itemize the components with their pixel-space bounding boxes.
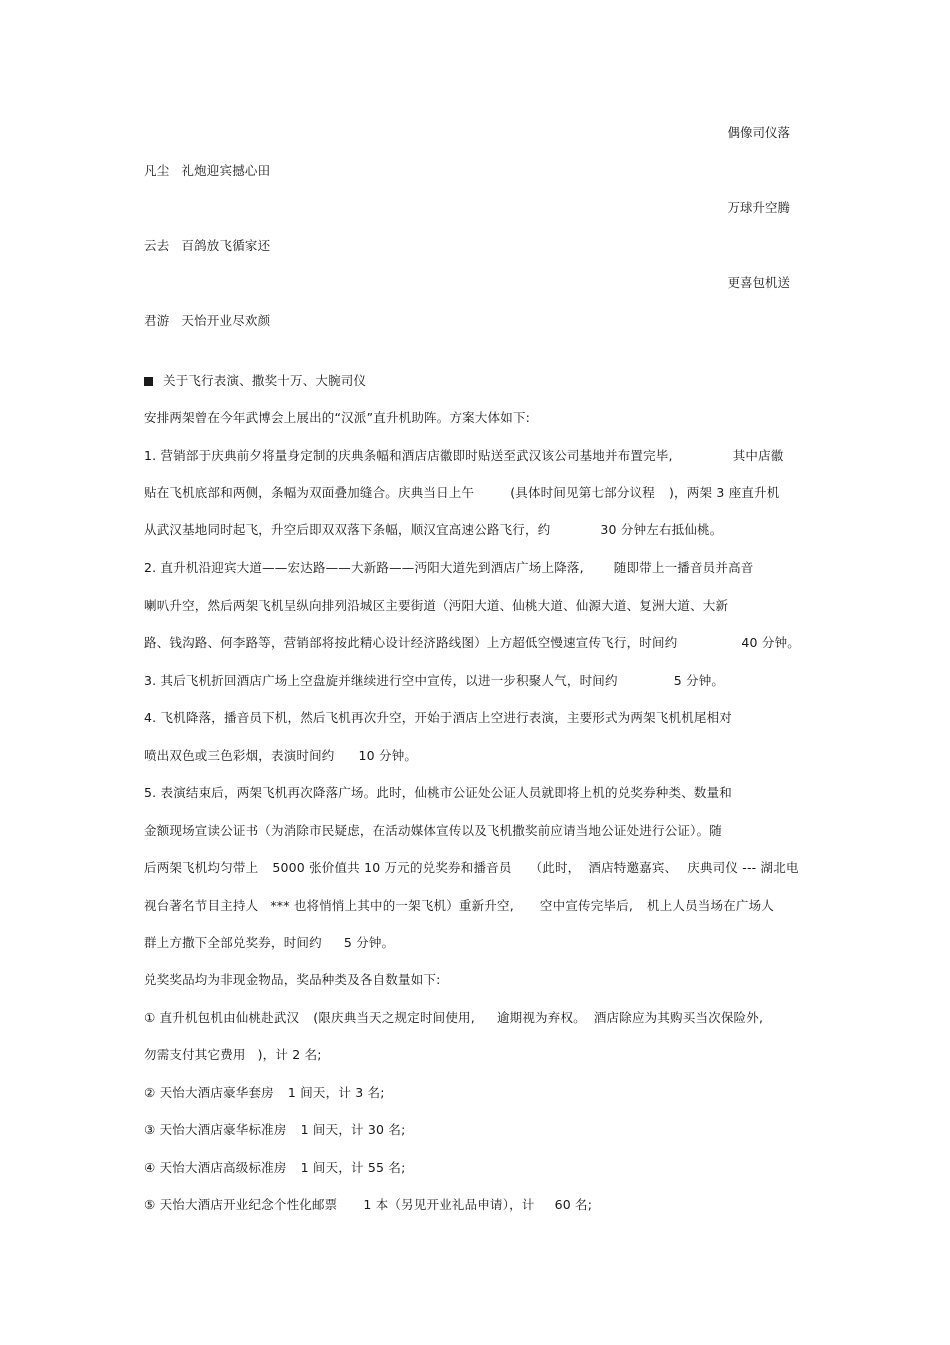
- text-run: 路、钱沟路、何李路等，营销部将按此精心设计经济路线图）上方超低空慢速宣传飞行，时间约: [144, 635, 678, 650]
- poem-line-3: 万球升空腾: [727, 200, 790, 215]
- poem-line-4: [144, 238, 270, 254]
- section-heading: [144, 373, 366, 389]
- section-intro: 安排两架曾在今年武博会上展出的“汉派”直升机助阵。方案大体如下:: [144, 410, 531, 425]
- prize-3: [144, 1122, 405, 1138]
- text-run: 40 分钟。: [741, 635, 800, 650]
- poem-line-6: [144, 313, 270, 329]
- heading-text: 关于飞行表演、撒奖十万、大腕司仪: [163, 373, 367, 388]
- prize-1-line-1: [144, 1010, 763, 1026]
- item-1-line-2: [144, 485, 779, 501]
- text-run: 3. 其后飞机折回酒店广场上空盘旋并继续进行空中宣传，以进一步积聚人气，时间约: [144, 673, 618, 688]
- text-run: ① 直升机包机由仙桃赴武汉: [144, 1010, 300, 1025]
- prizes-intro: 兑奖奖品均为非现金物品，奖品种类及各自数量如下:: [144, 972, 441, 987]
- text-run: 酒店除应为其购买当次保险外,: [593, 1010, 764, 1025]
- item-1-line-1: [144, 448, 784, 464]
- bullet-square-icon: [144, 377, 153, 386]
- poem-line-2: [144, 163, 270, 179]
- item-5-line-3: [144, 860, 799, 876]
- text-run: (限庆典当天之规定时间使用,: [313, 1010, 475, 1025]
- text-run: 视台著名节目主持人: [144, 898, 259, 913]
- item-1-line-3: [144, 522, 723, 538]
- text-run: 机上人员当场在广场人: [647, 898, 775, 913]
- text-run: )，计 2 名;: [257, 1047, 322, 1062]
- text-run: 60 名;: [554, 1197, 593, 1212]
- item-4-line-1: 4. 飞机降落，播音员下机，然后飞机再次升空，开始于酒店上空进行表演，主要形式为两架飞机机尾相对: [144, 710, 733, 725]
- item-2-line-2: 喇叭升空，然后两架飞机呈纵向排列沿城区主要街道（沔阳大道、仙桃大道、仙源大道、复洲大道、大新: [144, 598, 729, 613]
- poem-line-5: 更喜包机送: [727, 275, 790, 290]
- poem-word: 君游: [144, 313, 170, 328]
- poem-phrase: 百鸽放飞循家还: [181, 238, 271, 253]
- text-run: 酒店特邀嘉宾、: [588, 860, 678, 875]
- text-run: 30 分钟左右抵仙桃。: [600, 522, 723, 537]
- text-run: 1 本（另见开业礼品申请），计: [363, 1197, 535, 1212]
- prize-4: [144, 1160, 405, 1176]
- text-run: 1 间天，计 30 名;: [300, 1122, 406, 1137]
- text-run: 2. 直升机沿迎宾大道——宏达路——大新路——沔阳大道先到酒店广场上降落,: [144, 560, 584, 575]
- text-run: 逾期视为弃权。: [496, 1010, 586, 1025]
- item-5-line-2: 金额现场宣读公证书（为消除市民疑虑，在活动媒体宣传以及飞机撒奖前应请当地公证处进行公证）。随: [144, 823, 722, 838]
- prize-2: [144, 1085, 385, 1101]
- text-run: 喷出双色或三色彩烟，表演时间约: [144, 748, 335, 763]
- poem-phrase: 天怡开业尽欢颜: [181, 313, 271, 328]
- item-2-line-1: [144, 560, 753, 576]
- text-run: 从武汉基地同时起飞，升空后即双双落下条幅，顺汉宜高速公路飞行，约: [144, 522, 551, 537]
- item-2-line-3: [144, 635, 800, 651]
- text-run: 10 分钟。: [358, 748, 418, 763]
- text-run: 随即带上一播音员并高音: [613, 560, 754, 575]
- text-run: ② 天怡大酒店豪华套房: [144, 1085, 274, 1100]
- text-run: ④ 天怡大酒店高级标准房: [144, 1160, 287, 1175]
- text-run: 5000 张价值共 10 万元的兑奖券和播音员: [272, 860, 512, 875]
- item-5-line-5: [144, 935, 394, 951]
- text-run: 1. 营销部于庆典前夕将量身定制的庆典条幅和酒店店徽即时贴送至武汉该公司基地并布置完毕,: [144, 448, 673, 463]
- text-run: 5 分钟。: [343, 935, 395, 950]
- text-run: 其中店徽: [732, 448, 784, 463]
- poem-line-1: 偶像司仪落: [727, 125, 790, 140]
- text-run: 后两架飞机均匀带上: [144, 860, 259, 875]
- text-run: 勿需支付其它费用: [144, 1047, 246, 1062]
- text-run: 贴在飞机底部和两侧，条幅为双面叠加缝合。庆典当日上午: [144, 485, 475, 500]
- item-3-line-1: [144, 673, 724, 689]
- text-run: *** 也将悄悄上其中的一架飞机）重新升空,: [270, 898, 514, 913]
- text-run: )，两架 3 座直升机: [668, 485, 780, 500]
- text-run: ③ 天怡大酒店豪华标准房: [144, 1122, 287, 1137]
- text-run: 1 间天，计 55 名;: [300, 1160, 406, 1175]
- item-4-line-2: [144, 748, 417, 764]
- text-run: 1 间天，计 3 名;: [287, 1085, 385, 1100]
- poem-phrase: 礼炮迎宾撼心田: [181, 163, 271, 178]
- item-5-line-4: [144, 898, 774, 914]
- text-run: 空中宣传完毕后,: [539, 898, 633, 913]
- poem-word: 云去: [144, 238, 170, 253]
- item-5-line-1: 5. 表演结束后，两架飞机再次降落广场。此时，仙桃市公证处公证人员就即将上机的兑奖券种类、数量和: [144, 785, 733, 800]
- poem-word: 凡尘: [144, 163, 170, 178]
- text-run: ⑤ 天怡大酒店开业纪念个性化邮票: [144, 1197, 338, 1212]
- text-run: 庆典司仪 --- 湖北电: [687, 860, 799, 875]
- text-run: 5 分钟。: [673, 673, 725, 688]
- text-run: (具体时间见第七部分议程: [510, 485, 655, 500]
- prize-5: [144, 1197, 592, 1213]
- prize-1-line-2: [144, 1047, 322, 1063]
- text-run: （此时，: [529, 860, 581, 875]
- text-run: 群上方撒下全部兑奖券，时间约: [144, 935, 322, 950]
